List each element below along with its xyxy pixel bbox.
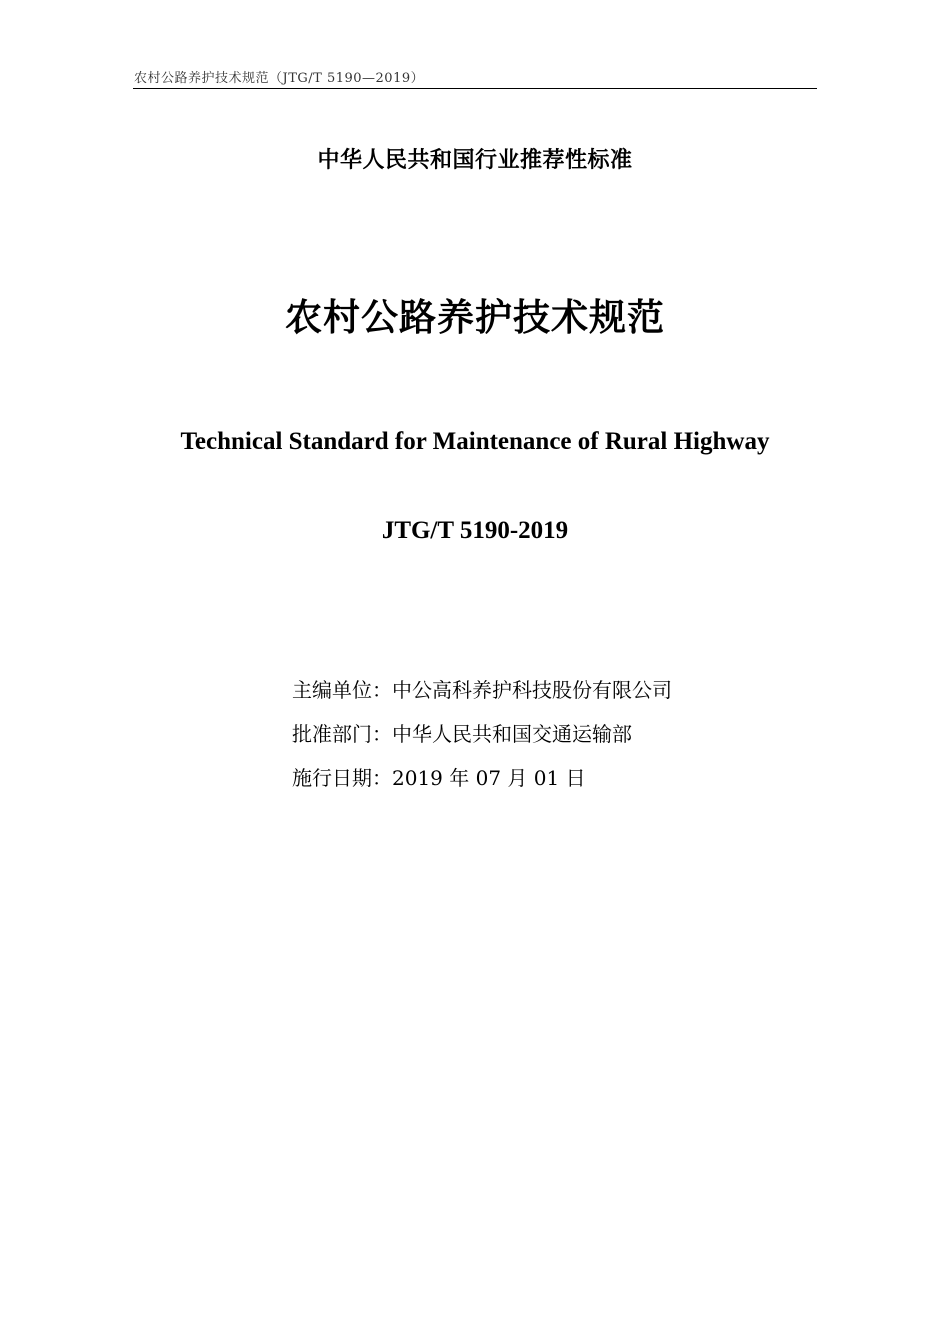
title-english: Technical Standard for Maintenance of Rural Highway xyxy=(180,428,770,455)
standard-category: 中华人民共和国行业推荐性标准 xyxy=(317,148,633,173)
approval-department: 批准部门：中华人民共和国交通运输部 xyxy=(292,722,632,746)
editor-unit: 主编单位：中公高科养护科技股份有限公司 xyxy=(292,678,672,702)
header-divider xyxy=(133,88,817,89)
publication-info xyxy=(292,673,672,805)
running-header: 农村公路养护技术规范（JTG/T 5190—2019） xyxy=(134,71,425,86)
standard-code: JTG/T 5190-2019 xyxy=(381,517,569,544)
title-chinese: 农村公路养护技术规范 xyxy=(285,296,665,339)
effective-date: 施行日期：2019 年 07 月 01 日 xyxy=(292,766,586,790)
